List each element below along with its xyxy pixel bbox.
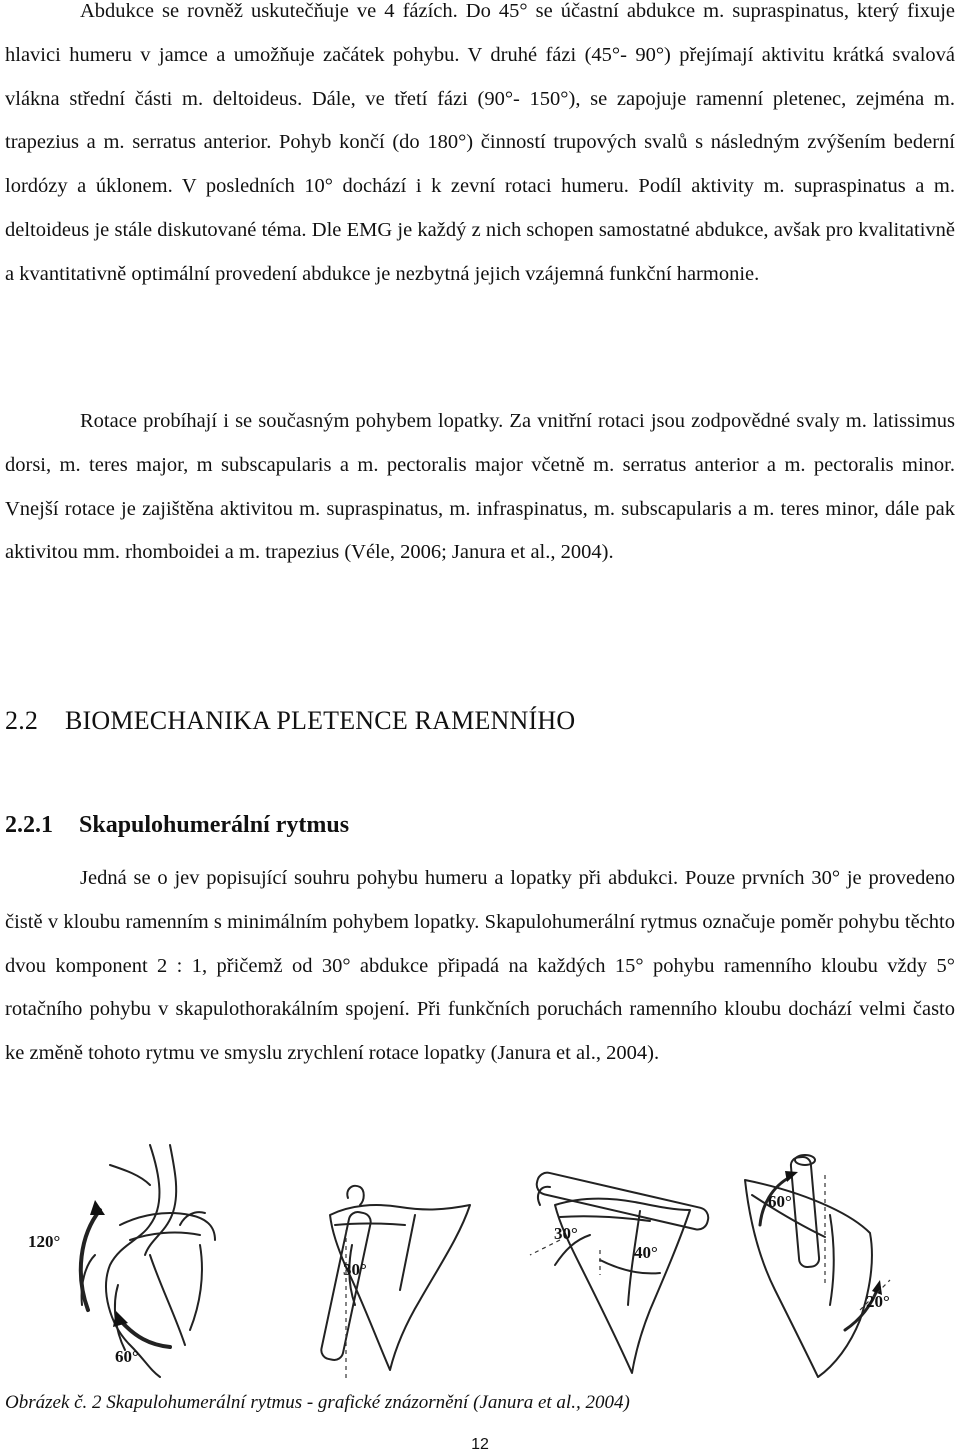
- angle-label-20: 20°: [866, 1292, 890, 1311]
- page-number: 12: [471, 1436, 489, 1453]
- figure-panel-90deg: [535, 1171, 710, 1373]
- paragraph-rotace: Rotace probíhají i se současným pohybem lopatky. Za vnitřní rotaci jsou zodpovědné svaly m. latissimus dorsi, m. teres major, m subscapularis a m. pectoralis major včetně m. serratus anterior a m. pectoralis minor. Vnejší rotace je zajištěna aktivitou m. supraspinatus, m. infraspinatus, m. subscapularis a m. teres minor, dále pak aktivitou mm. rhomboidei a m. trapezius (Véle, 2006; Janura et al., 2004).: [5, 410, 955, 564]
- section-title: BIOMECHANIKA PLETENCE RAMENNÍHO: [65, 706, 576, 735]
- angle-label-30-b: 30°: [554, 1224, 578, 1243]
- angle-label-40: 40°: [634, 1243, 658, 1262]
- subsection-heading: [5, 812, 349, 839]
- angle-label-60-b: 60°: [768, 1192, 792, 1211]
- angle-label-60: 60°: [115, 1347, 139, 1366]
- figure-panel-180deg: [745, 1155, 882, 1377]
- angle-label-30-a: 30°: [343, 1260, 367, 1279]
- section-number: 2.2: [5, 706, 39, 735]
- paragraph-abdukce-phases: Abdukce se rovněž uskutečňuje ve 4 fázích. Do 45° se účastní abdukce m. supraspinatus, který fixuje hlavici humeru v jamce a umožňuje začátek pohybu. V druhé fázi (45°- 90°) přejímají aktivitu krátká svalová vlákna střední části m. deltoideus. Dále, ve třetí fázi (90°- 150°), se zapojuje ramenní pletenec, zejména m. trapezius a m. serratus anterior. Pohyb končí (do 180°) činností trupových svalů s následným zvýšením bederní lordózy a úklonem. V posledních 10° dochází i k zevní rotaci humeru. Podíl aktivity m. supraspinatus a m. deltoideus je stále diskutované téma. Dle EMG je každý z nich schopen samostatné abdukce, avšak pro kvalitativně a kvantitativně optimální provedení abdukce je nezbytná jejich vzájemná funkční harmonie.: [5, 0, 955, 285]
- figure-panel-anatomy: [81, 1145, 215, 1377]
- section-heading: [5, 706, 575, 736]
- figure-caption: Obrázek č. 2 Skapulohumerální rytmus - grafické znázornění (Janura et al., 2004): [5, 1392, 630, 1413]
- scapulohumeral-rhythm-figure: [0, 1115, 960, 1390]
- subsection-title: Skapulohumerální rytmus: [79, 812, 350, 838]
- angle-label-120: 120°: [28, 1232, 61, 1251]
- subsection-number: 2.2.1: [5, 812, 53, 838]
- paragraph-skapulohumeralni: Jedná se o jev popisující souhru pohybu humeru a lopatky při abdukci. Pouze prvních 30° je provedeno čistě v kloubu ramenním s minimálním pohybem lopatky. Skapulohumerální rytmus označuje poměr pohybu těchto dvou komponent 2 : 1, přičemž od 30° abdukce připadá na každých 15° pohybu ramenního kloubu vždy 5° rotačního pohybu v skapulothorakálním spojení. Při funkčních poruchách ramenního kloubu dochází velmi často ke změně tohoto rytmu ve smyslu zrychlení rotace lopatky (Janura et al., 2004).: [5, 867, 955, 1065]
